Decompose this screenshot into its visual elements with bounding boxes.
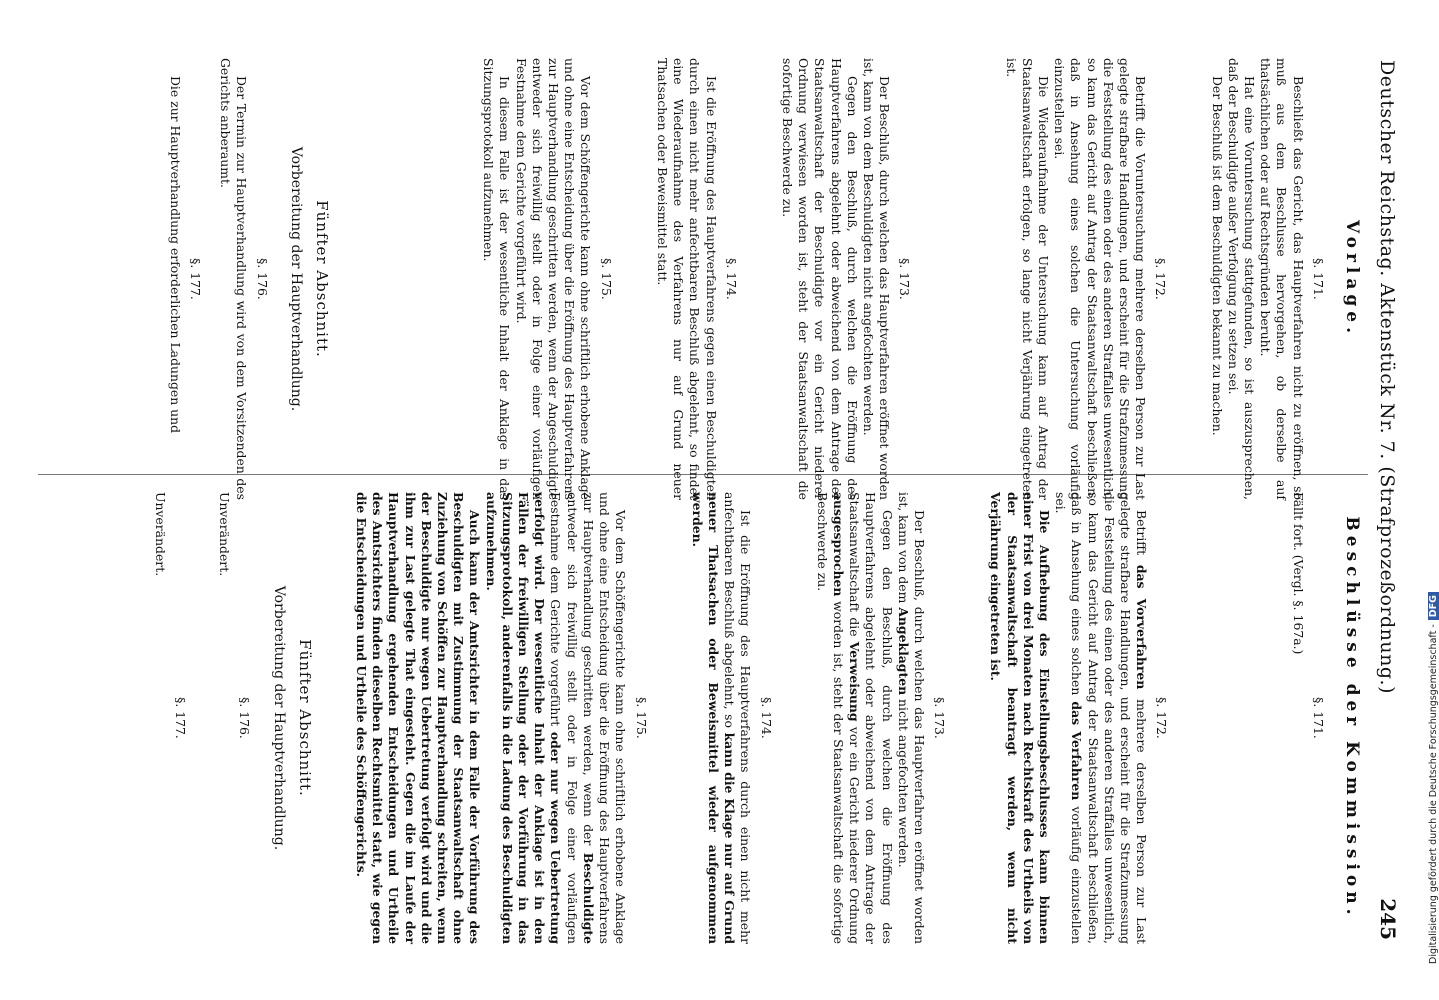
section-177-right [152, 492, 188, 944]
paragraph [482, 492, 628, 944]
paragraph: Auch kann der Amtsrichter in dem Falle der Vorführung des Beschuldigten mit Zustimmung der Staatsanwaltschaft ohne Zuziehung von Schöffen zur Hauptverhandlung schreiten, wenn der Beschuldigte nur wegen Uebertretung verfolgt wird und die ihm zur Last gelegte That eingesteht. Gegen die im Laufe der Hauptverhandlung ergehenden Entscheidungen und Urtheile des Amtsrichters finden dieselben Rechtsmittel statt, wie gegen die Entscheidungen und Urtheile des Schöffengerichts. [354, 492, 483, 944]
text-run: Betrifft [1134, 510, 1150, 565]
section-172-right [987, 492, 1169, 944]
paragraph: Gegen den Beschluß, durch welchen die Eröffnung des Hauptverfahrens abgelehnt oder abweichend von dem Antrage der Staatsanwaltschaft der Beschuldigte vor ein Gericht niederer Ordnung verwiesen worden ist, steht der Staatsanwaltschaft die sofortige Beschwerde zu. [779, 58, 860, 500]
digitization-note [1412, 24, 1439, 964]
section-title: §. 175. [633, 697, 649, 739]
paragraph: Vor dem Schöffengerichte kann ohne schriftlich erhobene Anklage und ohne eine Entscheidung über die Eröffnung des Hauptverfahrens zur Hauptverhandlung geschritten werden, wenn der Angeschuldigte entweder sich freiwillig stellt oder in Folge einer vorläufigen Festnahme dem Gerichte vorgeführt wird. [513, 58, 594, 500]
section-title: §. 171. [1310, 697, 1326, 739]
section-175-right [353, 492, 649, 944]
paragraph: Hat eine Voruntersuchung stattgefunden, so ist auszusprechen, daß der Beschuldigte außer Verfolgung zu setzen sei. [1225, 58, 1257, 500]
emphasis: Beschuldigte [580, 852, 596, 944]
text-run: nicht angefochten werden. [895, 695, 911, 868]
emphasis: das Verfahren [1069, 701, 1085, 801]
page-header [1366, 60, 1406, 940]
section-174-right [689, 492, 774, 944]
section-171-left [1208, 58, 1325, 500]
emphasis: das Vorverfahren [1134, 564, 1150, 690]
column-kommission [112, 492, 1370, 944]
text-run: Ist die Eröffnung des Hauptverfahrens durch einen nicht mehr anfechtbaren Beschluß abgelehnt, so [722, 492, 754, 944]
paragraph: In diesem Falle ist der wesentliche Inhalt der Anklage in das Sitzungsprotokoll aufzunehmen. [481, 58, 513, 500]
section-title: §. 177. [188, 258, 204, 300]
text-run: vor ein Gericht niederer Ordnung [847, 721, 863, 944]
paragraph: Die zur Hauptverhandlung erforderlichen Ladungen und [167, 76, 183, 434]
section-176-right [216, 492, 252, 944]
paragraph: Unverändert. [152, 492, 168, 577]
column-vorlage [127, 58, 1370, 500]
section-title: §. 177. [173, 697, 189, 739]
paragraph: Betrifft die Voruntersuchung mehrere derselben Person zur Last gelegte strafbare Handlungen, und erscheint für die Strafzumessung die Feststellung des einen oder des anderen Straffalles unwesentlich, so kann das Gericht auf Antrag der Staatsanwaltschaft beschließen, daß in Ansehung eines solchen die Untersuchung vorläufig einzustellen sei. [1052, 58, 1149, 500]
paragraph: Der Beschluß, durch welchen das Hauptverfahren eröffnet worden ist, kann von dem Beschuldigten nicht angefochten werden. [860, 58, 893, 500]
section-175-left [480, 58, 614, 500]
text-run: vorläufig einzustellen sei. [1053, 492, 1085, 944]
section-title: §. 173. [897, 258, 913, 300]
chapter-subtitle: Vorbereitung der Hauptverhandlung. [270, 585, 287, 851]
section-177-left [167, 58, 203, 500]
section-title: §. 174. [758, 697, 774, 739]
paragraph: Fällt fort. (Vergl. §. 167a.) [1290, 492, 1306, 655]
section-title: §. 173. [932, 697, 948, 739]
emphasis: kann die Klage nur auf Grund neuer Thatsachen oder Beweismittel wieder aufgenommen werden. [689, 492, 738, 944]
text-run: entweder sich freiwillig stellt oder in Folge einer vorläufigen Festnahme dem Gerichte vorgeführt [548, 492, 580, 944]
emphasis: ausgesprochen [830, 492, 846, 597]
text-run: Der Beschluß, durch welchen das Hauptverfahren eröffnet worden ist, kann von dem [895, 492, 927, 944]
paragraph: Unverändert. [217, 492, 233, 577]
section-173-left [779, 58, 913, 500]
text-run: worden ist, steht der Staatsanwaltschaft die sofortige Beschwerde zu. [814, 492, 846, 944]
header-title: Deutscher Reichstag. Aktenstück Nr. 7. (Strafprozeßordnung.) [1376, 60, 1398, 694]
chapter-title: Fünfter Abschnitt. [295, 639, 314, 797]
text-run: Vor dem Schöffengerichte kann ohne schriftlich erhobene Anklage und ohne eine Entscheidung über die Eröffnung des Hauptverfahrens zur Hauptverhandlung geschritten werden, wenn der [580, 492, 629, 944]
section-176-left [217, 58, 270, 500]
paragraph [814, 492, 895, 944]
section-title: §. 176. [237, 697, 253, 739]
section-title: §. 171. [1310, 258, 1326, 300]
column-heading-kommission: Beschlüsse der Kommission. [1342, 516, 1362, 920]
paragraph [895, 492, 927, 944]
column-heading-vorlage: Vorlage. [1342, 219, 1362, 339]
paragraph: Ist die Eröffnung des Hauptverfahrens gegen einen Beschuldigten durch einen nicht mehr anfechtbaren Beschluß abgelehnt, so findet eine Wiederaufnahme des Verfahrens nur auf Grund neuer Thatsachen oder Beweismittel statt. [654, 58, 719, 500]
paragraph: Die Aufhebung des Einstellungsbeschlusses kann binnen einer Frist von drei Monaten nach Rechtskraft des Urtheils von der Staatsanwaltschaft beantragt werden, wenn nicht Verjährung eingetreten ist. [988, 492, 1052, 944]
emphasis: Verweisung [847, 641, 863, 722]
paragraph: Der Termin zur Hauptverhandlung wird von dem Vorsitzenden des Gerichts anberaumt. [218, 58, 250, 500]
text-run: mehrere derselben Person zur Last gelegte strafbare Handlungen, und erscheint für die Strafzumessung die Feststellung des einen oder des anderen Straffalles unwesentlich, so kann das Gericht auf Antrag der Staatsanwaltschaft beschließen, daß in Ansehung eines solchen [1069, 492, 1150, 944]
section-title: §. 174. [723, 258, 739, 300]
emphasis: Angeklagten [895, 607, 911, 696]
emphasis: oder nur wegen Uebertretung verfolgt wird. Der wesentliche Inhalt der Anklage ist in den Fällen der freiwilligen Stellung oder der Vorführung in das Sitzungsprotokoll, anderenfalls in die Ladung des Beschuldigten aufzunehmen. [483, 492, 564, 944]
section-172-left [1002, 58, 1168, 500]
chapter-subtitle: Vorbereitung der Hauptverhandlung. [287, 146, 304, 412]
section-title: §. 175. [598, 258, 614, 300]
section-173-right [814, 492, 948, 944]
section-title: §. 172. [1153, 258, 1169, 300]
section-171-right [1289, 492, 1325, 944]
paragraph: Die Wiederaufnahme der Untersuchung kann auf Antrag der Staatsanwaltschaft erfolgen, so lange nicht Verjährung eingetreten ist. [1003, 58, 1051, 500]
digitization-note-text: Digitalisierung gefördert durch die Deutsche Forschungsgemeinschaft - [1428, 624, 1439, 964]
paragraph: Der Beschluß ist dem Beschuldigten bekannt zu machen. [1209, 76, 1225, 436]
section-title: §. 176. [254, 258, 270, 300]
paragraph [1052, 492, 1149, 944]
chapter-title: Fünfter Abschnitt. [313, 200, 332, 358]
section-174-left [654, 58, 739, 500]
text-run: Gegen den Beschluß, durch welchen die Eröffnung des Hauptverfahrens abgelehnt oder abweichend von dem Antrage der Staatsanwaltschaft die [847, 492, 895, 944]
paragraph: Beschließt das Gericht, das Hauptverfahren nicht zu eröffnen, so muß aus dem Beschlusse hervorgehen, ob derselbe auf thatsächlichen oder auf Rechtsgründen beruht. [1258, 58, 1306, 500]
section-title: §. 172. [1154, 697, 1170, 739]
dfg-logo: DFG [1428, 592, 1439, 620]
paragraph [689, 492, 754, 944]
page-number: 245 [1376, 898, 1400, 940]
